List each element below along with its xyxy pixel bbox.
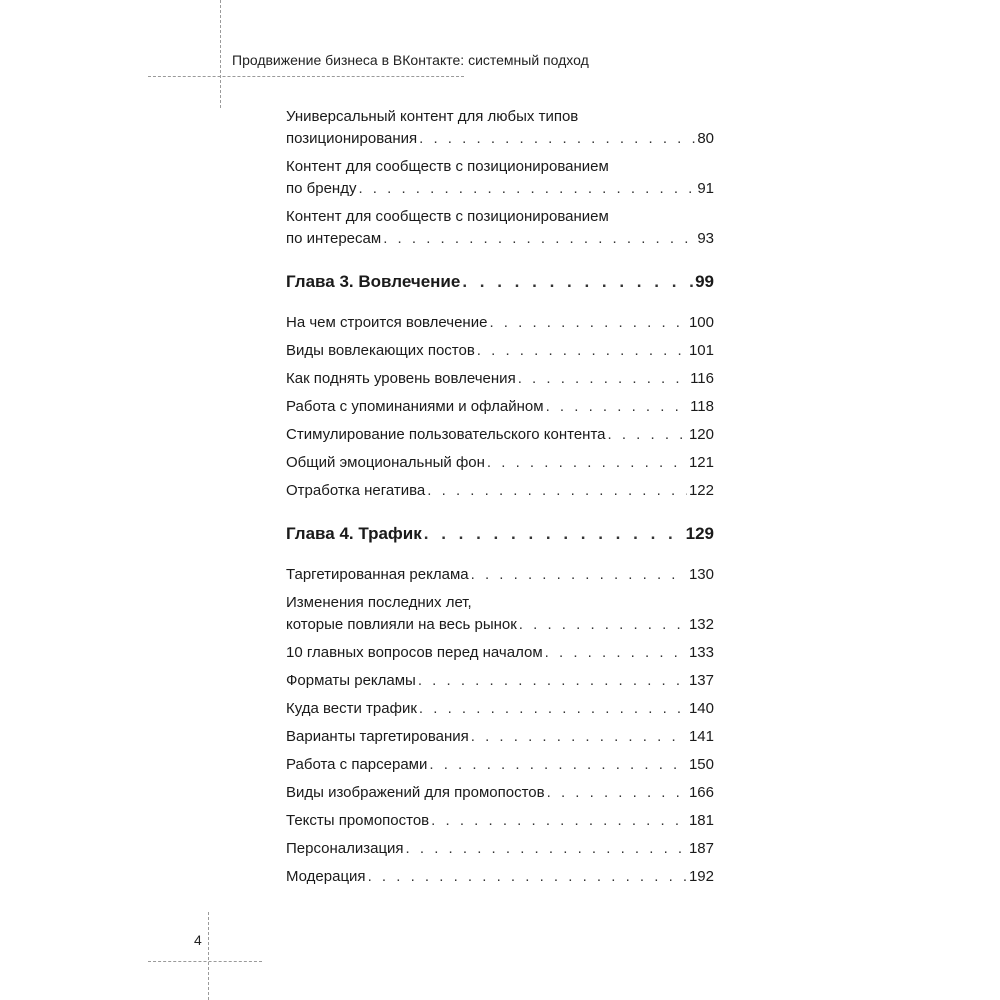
leader-dots <box>383 228 695 250</box>
toc-entry-title: Стимулирование пользовательского контента <box>286 426 606 443</box>
leader-dots <box>487 452 687 474</box>
leader-dots <box>518 368 688 390</box>
toc-entry-page: 140 <box>688 700 714 717</box>
leader-dots <box>419 698 687 720</box>
toc-entry[interactable] <box>286 340 714 362</box>
leader-dots <box>489 312 687 334</box>
toc-entry-title-line2: по бренду <box>286 180 357 197</box>
leader-dots <box>429 754 687 776</box>
page-number: 4 <box>194 932 202 948</box>
toc-entry-page: 101 <box>688 342 714 359</box>
toc-entry-page: 122 <box>688 482 714 499</box>
toc-entry[interactable] <box>286 642 714 664</box>
chapter-page: 129 <box>685 524 714 543</box>
toc-entry[interactable] <box>286 866 714 888</box>
toc-entry-title: Как поднять уровень вовлечения <box>286 370 516 387</box>
toc-entry-page: 141 <box>688 728 714 745</box>
toc-entry-page: 93 <box>697 230 714 247</box>
toc-entry-title: Работа с парсерами <box>286 756 428 773</box>
toc-entry-title-line2: позиционирования <box>286 130 418 147</box>
toc-entry-page: 137 <box>688 672 714 689</box>
leader-dots <box>471 726 687 748</box>
toc-entry-page: 121 <box>688 454 714 471</box>
toc-entry-page: 181 <box>688 812 714 829</box>
leader-dots <box>545 642 687 664</box>
toc-entry-page: 80 <box>697 130 714 147</box>
toc-entry[interactable] <box>286 206 714 250</box>
toc-entry-page: 100 <box>688 314 714 331</box>
toc-entry-title: Общий эмоциональный фон <box>286 454 485 471</box>
toc-entry-title-line2: по интересам <box>286 230 382 247</box>
chapter-title: Глава 4. Трафик <box>286 524 422 543</box>
leader-dots <box>368 866 687 888</box>
toc-entry-page: 118 <box>690 398 714 415</box>
leader-dots <box>427 480 687 502</box>
crop-mark-bottom-vertical <box>208 912 209 1000</box>
toc-entry-title: Персонализация <box>286 840 404 857</box>
toc-entry-title-line1: Контент для сообществ с позиционированием <box>286 158 609 175</box>
leader-dots <box>546 396 689 418</box>
leader-dots <box>424 522 684 546</box>
toc-entry-title-line1: Изменения последних лет, <box>286 594 472 611</box>
toc-entry[interactable] <box>286 312 714 334</box>
toc-entry[interactable] <box>286 726 714 748</box>
leader-dots <box>477 340 687 362</box>
toc-entry-title: Тексты промопостов <box>286 812 430 829</box>
toc-entry-page: 132 <box>688 616 714 633</box>
chapter-title: Глава 3. Вовлечение <box>286 272 461 291</box>
toc-entry-title-line2: которые повлияли на весь рынок <box>286 616 517 633</box>
leader-dots <box>431 810 687 832</box>
toc-entry-page: 166 <box>688 784 714 801</box>
toc-entry-page: 192 <box>688 868 714 885</box>
crop-mark-top-vertical <box>220 0 221 108</box>
toc-entry-title: Таргетированная реклама <box>286 566 469 583</box>
toc-entry-title: Модерация <box>286 868 366 885</box>
toc-entry-title-line1: Универсальный контент для любых типов <box>286 108 579 125</box>
leader-dots <box>462 270 693 294</box>
toc-entry[interactable] <box>286 592 714 636</box>
leader-dots <box>419 128 695 150</box>
leader-dots <box>471 564 687 586</box>
toc-entry-title: Форматы рекламы <box>286 672 416 689</box>
toc-entry-page: 187 <box>688 840 714 857</box>
toc-entry[interactable] <box>286 424 714 446</box>
chapter-3-heading[interactable] <box>286 270 714 294</box>
crop-mark-bottom-horizontal <box>148 961 262 962</box>
toc-entry-title: Виды вовлекающих постов <box>286 342 475 359</box>
toc-entry-page: 133 <box>688 644 714 661</box>
toc-entry-title: Виды изображений для промопостов <box>286 784 545 801</box>
toc-entry-title: 10 главных вопросов перед началом <box>286 644 543 661</box>
toc-entry[interactable] <box>286 754 714 776</box>
table-of-contents <box>286 106 714 894</box>
toc-entry[interactable] <box>286 698 714 720</box>
toc-entry-page: 150 <box>688 756 714 773</box>
toc-entry-page: 91 <box>697 180 714 197</box>
running-head: Продвижение бизнеса в ВКонтакте: системный подход <box>232 52 589 68</box>
toc-entry[interactable] <box>286 480 714 502</box>
toc-entry-title: На чем строится вовлечение <box>286 314 488 331</box>
toc-entry-title: Отработка негатива <box>286 482 426 499</box>
leader-dots <box>358 178 695 200</box>
leader-dots <box>547 782 687 804</box>
toc-entry[interactable] <box>286 564 714 586</box>
toc-entry[interactable] <box>286 396 714 418</box>
crop-mark-top-horizontal <box>148 76 464 77</box>
toc-entry-page: 120 <box>688 426 714 443</box>
toc-entry[interactable] <box>286 368 714 390</box>
leader-dots <box>406 838 687 860</box>
toc-entry-title: Куда вести трафик <box>286 700 417 717</box>
toc-entry-page: 130 <box>688 566 714 583</box>
toc-entry[interactable] <box>286 838 714 860</box>
toc-entry[interactable] <box>286 106 714 150</box>
toc-entry-page: 116 <box>690 370 714 387</box>
toc-entry[interactable] <box>286 670 714 692</box>
toc-entry[interactable] <box>286 156 714 200</box>
chapter-4-heading[interactable] <box>286 522 714 546</box>
toc-entry-title: Варианты таргетирования <box>286 728 469 745</box>
leader-dots <box>608 424 687 446</box>
toc-entry[interactable] <box>286 782 714 804</box>
toc-entry-title-line1: Контент для сообществ с позиционированием <box>286 208 609 225</box>
toc-entry-title: Работа с упоминаниями и офлайном <box>286 398 544 415</box>
leader-dots <box>418 670 687 692</box>
chapter-page: 99 <box>695 272 714 291</box>
toc-entry[interactable] <box>286 810 714 832</box>
toc-entry[interactable] <box>286 452 714 474</box>
leader-dots <box>519 614 687 636</box>
